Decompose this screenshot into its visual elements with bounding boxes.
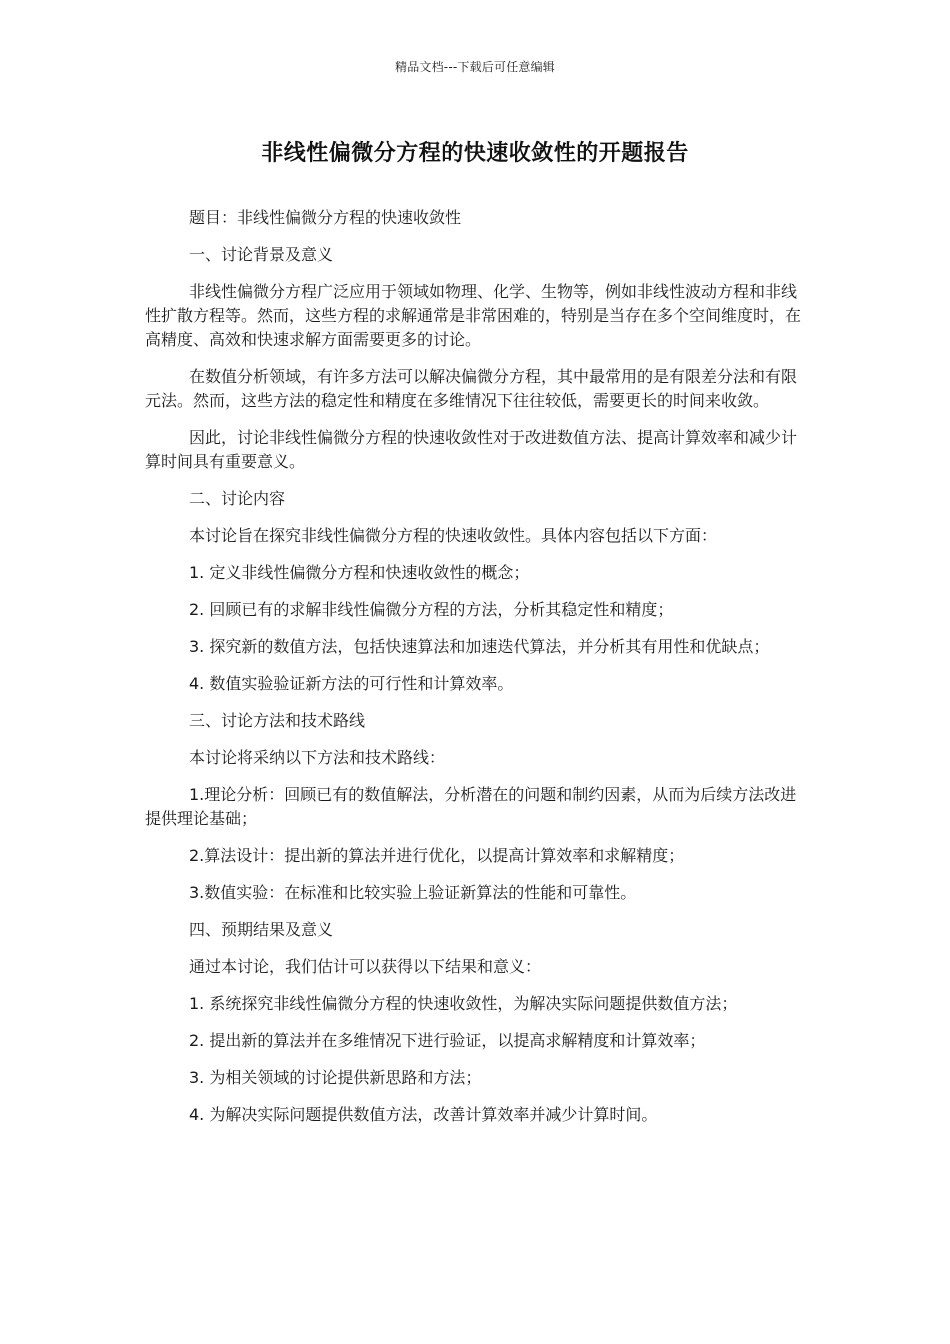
list-item: 4. 数值实验验证新方法的可行性和计算效率。: [189, 674, 514, 693]
list-item: 1. 定义非线性偏微分方程和快速收敛性的概念；: [189, 563, 530, 582]
section-heading-methods: 三、讨论方法和技术路线: [189, 711, 366, 730]
section-heading-background: 一、讨论背景及意义: [189, 245, 334, 264]
list-item: 2. 提出新的算法并在多维情况下进行验证，以提高求解精度和计算效率；: [189, 1031, 706, 1050]
paragraph: 因此，讨论非线性偏微分方程的快速收敛性对于改进数值方法、提高计算效率和减少计算时间具有重要意义。: [145, 428, 798, 471]
paragraph-topic: 题目：非线性偏微分方程的快速收敛性: [189, 208, 462, 227]
document-body: [145, 206, 809, 1140]
list-item: 2. 回顾已有的求解非线性偏微分方程的方法，分析其稳定性和精度；: [189, 600, 674, 619]
list-item: 3.数值实验：在标准和比较实验上验证新算法的性能和可靠性。: [189, 883, 637, 902]
list-item: 3. 为相关领域的讨论提供新思路和方法；: [189, 1068, 482, 1087]
header-note: 精品文档---下载后可任意编辑: [395, 60, 555, 74]
list-item: 3. 探究新的数值方法，包括快速算法和加速迭代算法，并分析其有用性和优缺点；: [189, 637, 770, 656]
paragraph: 在数值分析领域，有许多方法可以解决偏微分方程，其中最常用的是有限差分法和有限元法。然而，这些方法的稳定性和精度在多维情况下往往较低，需要更长的时间来收敛。: [145, 367, 798, 410]
section-heading-content: 二、讨论内容: [189, 489, 286, 508]
paragraph: 通过本讨论，我们估计可以获得以下结果和意义：: [189, 957, 542, 976]
section-heading-results: 四、预期结果及意义: [189, 920, 334, 939]
list-item: 1. 系统探究非线性偏微分方程的快速收敛性，为解决实际问题提供数值方法；: [189, 994, 738, 1013]
paragraph: 本讨论旨在探究非线性偏微分方程的快速收敛性。具体内容包括以下方面：: [189, 526, 718, 545]
list-item: 4. 为解决实际问题提供数值方法，改善计算效率并减少计算时间。: [189, 1105, 658, 1124]
list-item: 2.算法设计：提出新的算法并进行优化，以提高计算效率和求解精度；: [189, 846, 685, 865]
paragraph: 本讨论将采纳以下方法和技术路线：: [189, 748, 446, 767]
list-item: 1.理论分析：回顾已有的数值解法，分析潜在的问题和制约因素，从而为后续方法改进提供理论基础；: [145, 785, 797, 828]
paragraph: 非线性偏微分方程广泛应用于领域如物理、化学、生物等，例如非线性波动方程和非线性扩散方程等。然而，这些方程的求解通常是非常困难的，特别是当存在多个空间维度时，在高精度、高效和快速求解方面需要更多的讨论。: [145, 282, 802, 349]
document-title: 非线性偏微分方程的快速收敛性的开题报告: [261, 141, 689, 166]
